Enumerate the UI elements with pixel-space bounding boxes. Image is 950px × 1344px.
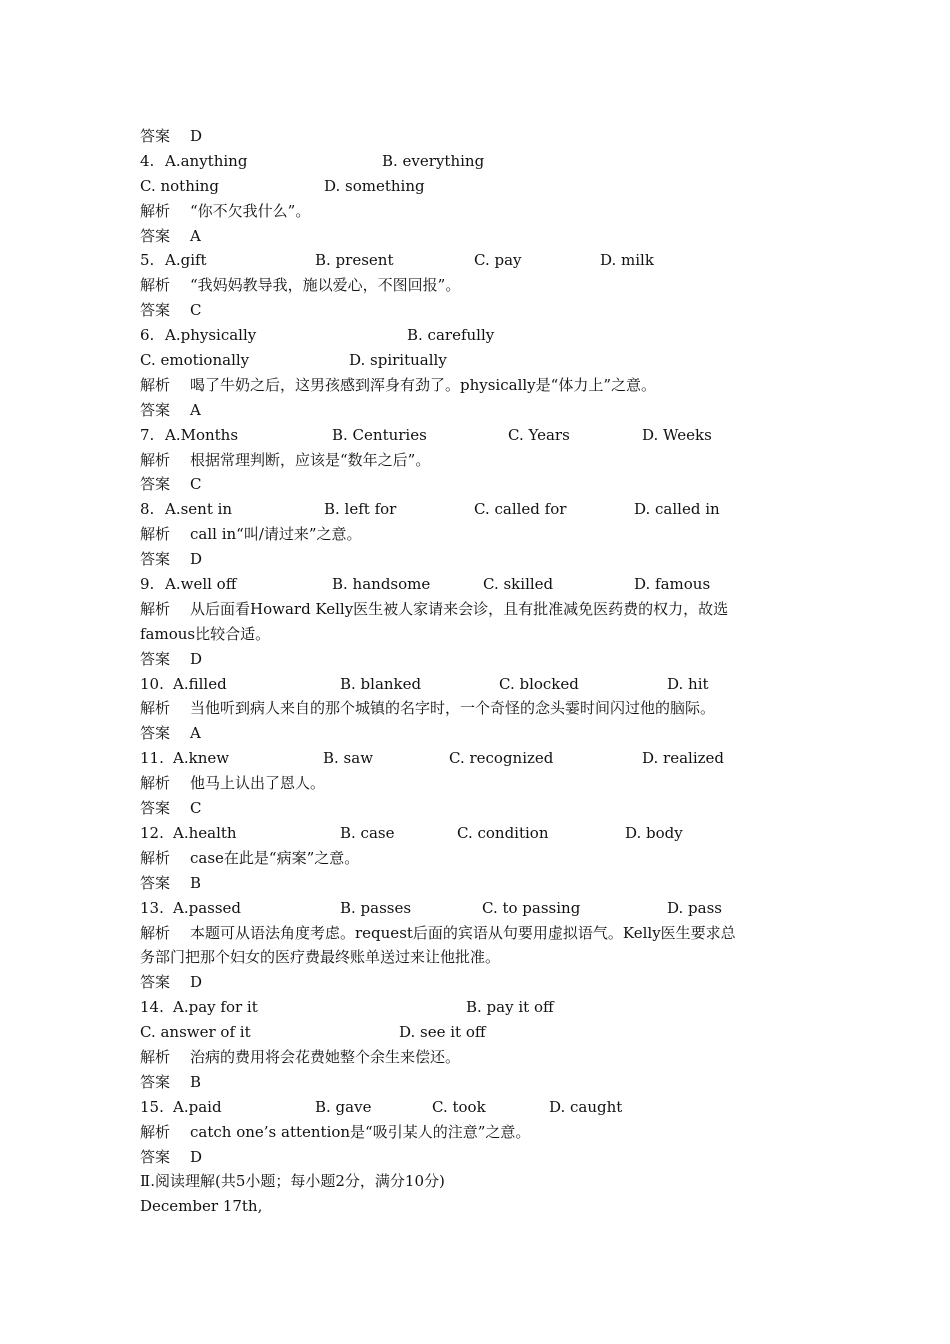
explanation-text: catch one’s attention是“吸引某人的注意”之意。: [190, 1122, 531, 1141]
question-options: [140, 248, 820, 273]
option-a: A.paid: [173, 1097, 222, 1116]
section-heading: Ⅱ.阅读理解(共5小题；每小题2分，满分10分): [140, 1172, 445, 1191]
explanation-line: [140, 846, 820, 871]
explanation-text: 喝了牛奶之后，这男孩感到浑身有劲了。physically是“体力上”之意。: [190, 375, 656, 394]
question-options: [140, 423, 820, 448]
option-c: C. recognized: [449, 749, 554, 768]
option-a: A.pay for it: [173, 998, 258, 1017]
option-d: D. body: [625, 823, 683, 842]
explanation-text: 从后面看Howard Kelly医生被人家请来会诊，且有批准减免医药费的权力，故选: [190, 599, 729, 618]
answer-label: 答案: [140, 973, 171, 992]
answer-value: D: [190, 127, 203, 145]
answer-value: D: [190, 550, 203, 569]
option-d: D. famous: [634, 575, 711, 594]
letter-date: December 17th,: [140, 1197, 263, 1216]
explanation-text: 他马上认出了恩人。: [190, 774, 326, 793]
explanation-label: 解析: [140, 774, 171, 793]
option-c: C. Years: [508, 425, 570, 444]
answer-value: B: [190, 1072, 202, 1091]
option-c: C. skilled: [483, 575, 554, 594]
answer-value: C: [190, 301, 202, 320]
explanation-line: [140, 597, 820, 622]
option-c: C. took: [432, 1097, 486, 1116]
answer-line: [140, 647, 820, 672]
option-c: C. called for: [474, 500, 567, 519]
question-options: [140, 746, 820, 771]
answer-value: A: [190, 724, 201, 743]
option-d: D. realized: [642, 749, 724, 768]
question-options: [140, 174, 820, 199]
option-c: C. answer of it: [140, 1023, 251, 1042]
explanation-line: [140, 771, 820, 796]
question-options: [140, 672, 820, 697]
explanation-text: call in“叫/请过来”之意。: [190, 525, 362, 544]
explanation-label: 解析: [140, 1047, 171, 1066]
question-options: [140, 323, 820, 348]
answer-value: C: [190, 799, 202, 818]
answer-label: 答案: [140, 475, 171, 494]
option-c: C. pay: [474, 251, 522, 270]
answer-label: 答案: [140, 127, 171, 145]
answer-label: 答案: [140, 1072, 171, 1091]
answer-line: [140, 472, 820, 497]
answer-label: 答案: [140, 301, 171, 320]
answer-line: [140, 721, 820, 746]
option-d: D. spiritually: [349, 351, 447, 370]
answer-line: [140, 224, 820, 249]
answer-line: [140, 547, 820, 572]
option-a: A.gift: [165, 251, 207, 270]
explanation-continuation: 务部门把那个妇女的医疗费最终账单送过来让他批准。: [140, 948, 501, 967]
explanation-label: 解析: [140, 375, 171, 394]
answer-line: [140, 124, 820, 149]
explanation-text: 当他听到病人来自的那个城镇的名字时，一个奇怪的念头霎时间闪过他的脑际。: [190, 699, 716, 718]
answer-value: D: [190, 649, 203, 668]
explanation-label: 解析: [140, 848, 171, 867]
option-a: A.filled: [173, 674, 227, 693]
explanation-line: [140, 921, 820, 946]
explanation-line: [140, 522, 820, 547]
option-b: B. pay it off: [466, 998, 554, 1017]
explanation-text: 治病的费用将会花费她整个余生来偿还。: [190, 1047, 461, 1066]
option-a: A.physically: [165, 326, 257, 345]
option-a: A.health: [173, 823, 237, 842]
answer-value: C: [190, 475, 202, 494]
option-a: A.knew: [173, 749, 230, 768]
option-d: D. hit: [667, 674, 709, 693]
document-page: [140, 124, 820, 1219]
answer-label: 答案: [140, 550, 171, 569]
option-c: C. blocked: [499, 674, 579, 693]
option-a: A.sent in: [165, 500, 233, 519]
option-a: A.well off: [165, 575, 237, 594]
answer-label: 答案: [140, 226, 171, 245]
explanation-label: 解析: [140, 1122, 171, 1141]
option-d: D. Weeks: [642, 425, 712, 444]
answer-label: 答案: [140, 724, 171, 743]
explanation-continuation: famous比较合适。: [140, 624, 271, 643]
explanation-text: 根据常理判断，应该是“数年之后”。: [190, 450, 431, 469]
question-options: [140, 348, 820, 373]
option-d: D. pass: [667, 898, 722, 917]
answer-value: B: [190, 873, 202, 892]
explanation-line: [140, 1120, 820, 1145]
question-options: [140, 1095, 820, 1120]
explanation-text: case在此是“病案”之意。: [190, 848, 360, 867]
question-number: 11.: [140, 749, 164, 768]
question-number: 10.: [140, 674, 164, 693]
question-number: 5.: [140, 251, 155, 270]
explanation-line: [140, 448, 820, 473]
option-c: C. condition: [457, 823, 549, 842]
question-options: [140, 821, 820, 846]
option-c: C. to passing: [482, 898, 581, 917]
option-d: D. caught: [549, 1097, 623, 1116]
option-d: D. see it off: [399, 1023, 486, 1042]
option-b: B. left for: [324, 500, 397, 519]
answer-line: [140, 871, 820, 896]
answer-label: 答案: [140, 799, 171, 818]
answer-label: 答案: [140, 1147, 171, 1166]
option-b: B. saw: [323, 749, 374, 768]
question-options: [140, 572, 820, 597]
question-number: 8.: [140, 500, 155, 519]
question-options: [140, 1020, 820, 1045]
option-b: B. passes: [340, 898, 412, 917]
explanation-label: 解析: [140, 599, 171, 618]
option-c: C. emotionally: [140, 351, 250, 370]
option-b: B. handsome: [332, 575, 431, 594]
question-number: 14.: [140, 998, 164, 1017]
explanation-line: [140, 1045, 820, 1070]
question-number: 15.: [140, 1097, 164, 1116]
option-b: B. present: [315, 251, 394, 270]
answer-value: A: [190, 400, 201, 419]
option-d: D. something: [324, 176, 425, 195]
explanation-line: [140, 696, 820, 721]
option-b: B. blanked: [340, 674, 422, 693]
option-c: C. nothing: [140, 176, 219, 195]
option-b: B. carefully: [407, 326, 495, 345]
explanation-text: 本题可从语法角度考虑。request后面的宾语从句要用虚拟语气。Kelly医生要求总: [190, 923, 736, 942]
explanation-label: 解析: [140, 450, 171, 469]
option-b: B. everything: [382, 151, 485, 170]
option-a: A.anything: [165, 151, 248, 170]
answer-value: D: [190, 1147, 203, 1166]
question-number: 12.: [140, 823, 164, 842]
answer-line: [140, 796, 820, 821]
option-b: B. gave: [315, 1097, 372, 1116]
answer-value: A: [190, 226, 201, 245]
answer-line: [140, 1145, 820, 1170]
explanation-label: 解析: [140, 699, 171, 718]
explanation-label: 解析: [140, 201, 171, 220]
answer-line: [140, 298, 820, 323]
question-number: 9.: [140, 575, 155, 594]
answer-line: [140, 398, 820, 423]
question-number: 6.: [140, 326, 155, 345]
explanation-text: “你不欠我什么”。: [190, 201, 311, 220]
question-options: [140, 995, 820, 1020]
explanation-text: “我妈妈教导我，施以爱心，不图回报”。: [190, 276, 461, 295]
question-number: 13.: [140, 898, 164, 917]
explanation-label: 解析: [140, 525, 171, 544]
question-number: 4.: [140, 151, 155, 170]
option-a: A.passed: [173, 898, 242, 917]
explanation-line: [140, 199, 820, 224]
explanation-label: 解析: [140, 276, 171, 295]
explanation-line: [140, 273, 820, 298]
answer-line: [140, 1070, 820, 1095]
answer-label: 答案: [140, 873, 171, 892]
option-b: B. Centuries: [332, 425, 427, 444]
option-d: D. called in: [634, 500, 720, 519]
explanation-line: [140, 373, 820, 398]
option-a: A.Months: [165, 425, 239, 444]
option-b: B. case: [340, 823, 395, 842]
question-options: [140, 149, 820, 174]
question-number: 7.: [140, 425, 155, 444]
option-d: D. milk: [600, 251, 654, 270]
explanation-label: 解析: [140, 923, 171, 942]
question-options: [140, 896, 820, 921]
answer-label: 答案: [140, 400, 171, 419]
answer-value: D: [190, 973, 203, 992]
answer-label: 答案: [140, 649, 171, 668]
question-options: [140, 497, 820, 522]
answer-line: [140, 970, 820, 995]
